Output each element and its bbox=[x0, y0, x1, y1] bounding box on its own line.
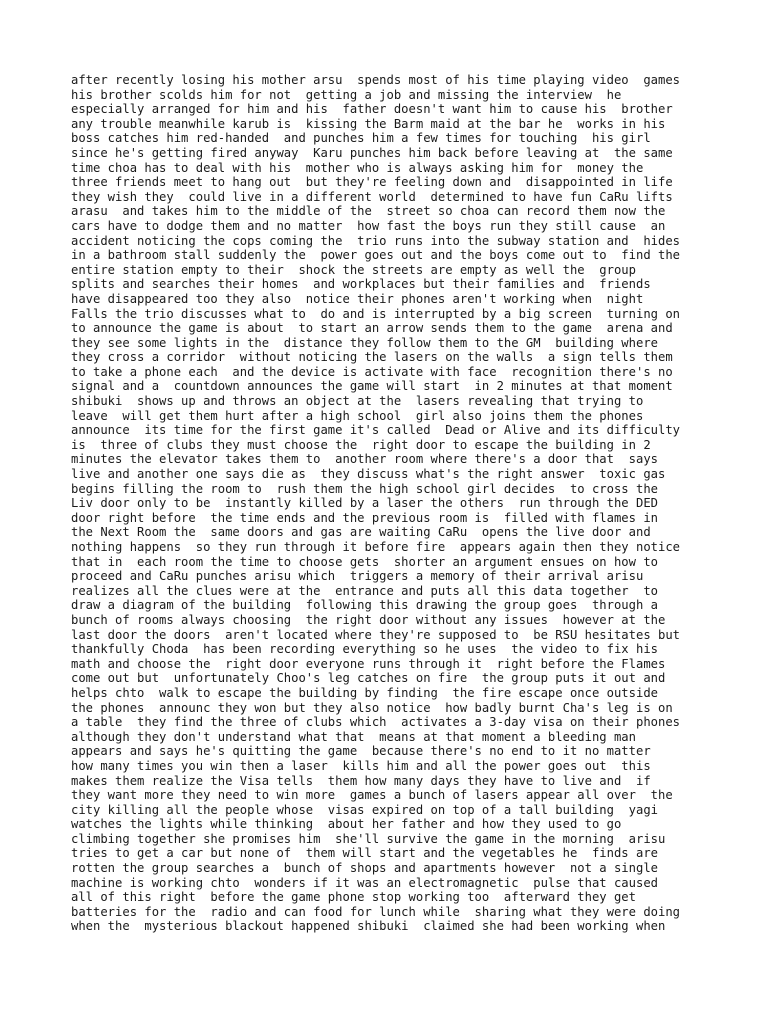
text-line: announce its time for the first game it's called Dead or Alive and its difficulty bbox=[71, 423, 681, 438]
text-line: realizes all the clues were at the entrance and puts all this data together to bbox=[71, 583, 658, 598]
text-line: makes them realize the Visa tells them how many days they have to live and if bbox=[71, 773, 651, 788]
text-line: proceed and CaRu punches arisu which triggers a memory of their arrival arisu bbox=[71, 569, 644, 584]
text-line: watches the lights while thinking about her father and how they used to go bbox=[71, 817, 622, 832]
text-line: signal and a countdown announces the game will start in 2 minutes at that moment bbox=[71, 379, 673, 394]
text-line: minutes the elevator takes them to another room where there's a door that says bbox=[71, 452, 658, 467]
text-line: they see some lights in the distance they follow them to the GM building where bbox=[71, 335, 658, 350]
text-line: leave will get them hurt after a high school girl also joins them the phones bbox=[71, 408, 644, 423]
text-line: especially arranged for him and his father doesn't want him to cause his brother bbox=[71, 102, 673, 117]
text-line: since he's getting fired anyway Karu punches him back before leaving at the same bbox=[71, 145, 673, 160]
text-line: city killing all the people whose visas expired on top of a tall building yagi bbox=[71, 802, 658, 817]
text-line: in a bathroom stall suddenly the power goes out and the boys come out to find the bbox=[71, 248, 681, 263]
text-line: live and another one says die as they discuss what's the right answer toxic gas bbox=[71, 467, 666, 482]
text-line: boss catches him red-handed and punches him a few times for touching his girl bbox=[71, 131, 651, 146]
text-line: a table they find the three of clubs which activates a 3-day visa on their phones bbox=[71, 715, 681, 730]
text-line: to announce the game is about to start an arrow sends them to the game arena and bbox=[71, 321, 673, 336]
text-line: the phones announc they won but they also notice how badly burnt Cha's leg is on bbox=[71, 700, 673, 715]
text-line: all of this right before the game phone stop working too afterward they get bbox=[71, 890, 636, 905]
text-line: machine is working chto wonders if it was an electromagnetic pulse that caused bbox=[71, 875, 658, 890]
text-line: Liv door only to be instantly killed by a laser the others run through the DED bbox=[71, 496, 658, 511]
text-line: time choa has to deal with his mother who is always asking him for money the bbox=[71, 160, 644, 175]
text-line: rotten the group searches a bunch of shops and apartments however not a single bbox=[71, 861, 658, 876]
text-line: his brother scolds him for not getting a job and missing the interview he bbox=[71, 87, 622, 102]
text-line: to take a phone each and the device is activate with face recognition there's no bbox=[71, 364, 673, 379]
text-line: arasu and takes him to the middle of the street so choa can record them now the bbox=[71, 204, 666, 219]
text-line: is three of clubs they must choose the right door to escape the building in 2 bbox=[71, 437, 651, 452]
text-line: last door the doors aren't located where they're supposed to be RSU hesitates but bbox=[71, 627, 681, 642]
text-line: tries to get a car but none of them will start and the vegetables he finds are bbox=[71, 846, 658, 861]
text-line: when the mysterious blackout happened shibuki claimed she had been working when bbox=[71, 919, 666, 934]
text-line: appears and says he's quitting the game because there's no end to it no matter bbox=[71, 744, 651, 759]
document-page bbox=[71, 73, 711, 934]
text-line: shibuki shows up and throws an object at the lasers revealing that trying to bbox=[71, 394, 644, 409]
text-line: after recently losing his mother arsu spends most of his time playing video games bbox=[71, 73, 681, 87]
text-line: cars have to dodge them and no matter how fast the boys run they still cause an bbox=[71, 218, 666, 233]
text-line: accident noticing the cops coming the trio runs into the subway station and hides bbox=[71, 233, 681, 248]
text-line: how many times you win then a laser kills him and all the power goes out this bbox=[71, 758, 651, 773]
text-line: Falls the trio discusses what to do and is interrupted by a big screen turning on bbox=[71, 306, 681, 321]
text-line: they cross a corridor without noticing the lasers on the walls a sign tells them bbox=[71, 350, 673, 365]
text-line: have disappeared too they also notice their phones aren't working when night bbox=[71, 291, 644, 306]
text-line: door right before the time ends and the previous room is filled with flames in bbox=[71, 510, 658, 525]
text-line: splits and searches their homes and workplaces but their families and friends bbox=[71, 277, 651, 292]
text-line: begins filling the room to rush them the high school girl decides to cross the bbox=[71, 481, 658, 496]
text-line: although they don't understand what that means at that moment a bleeding man bbox=[71, 729, 636, 744]
text-line: that in each room the time to choose gets shorter an argument ensues on how to bbox=[71, 554, 658, 569]
text-line: they want more they need to win more games a bunch of lasers appear all over the bbox=[71, 788, 673, 803]
text-line: come out but unfortunately Choo's leg catches on fire the group puts it out and bbox=[71, 671, 666, 686]
text-line: helps chto walk to escape the building by finding the fire escape once outside bbox=[71, 685, 658, 700]
text-line: climbing together she promises him she'll survive the game in the morning arisu bbox=[71, 831, 666, 846]
text-line: bunch of rooms always choosing the right door without any issues however at the bbox=[71, 612, 666, 627]
text-line: entire station empty to their shock the streets are empty as well the group bbox=[71, 262, 636, 277]
text-line: math and choose the right door everyone runs through it right before the Flames bbox=[71, 656, 666, 671]
text-line: three friends meet to hang out but they're feeling down and disappointed in life bbox=[71, 175, 673, 190]
text-line: any trouble meanwhile karub is kissing the Barm maid at the bar he works in his bbox=[71, 116, 666, 131]
text-line: nothing happens so they run through it before fire appears again then they notice bbox=[71, 540, 681, 554]
text-line: they wish they could live in a different world determined to have fun CaRu lifts bbox=[71, 189, 673, 204]
text-line: the Next Room the same doors and gas are waiting CaRu opens the live door and bbox=[71, 525, 651, 540]
text-line: thankfully Choda has been recording everything so he uses the video to fix his bbox=[71, 642, 658, 657]
text-line: draw a diagram of the building following this drawing the group goes through a bbox=[71, 598, 658, 613]
text-line: batteries for the radio and can food for lunch while sharing what they were doing bbox=[71, 904, 681, 919]
